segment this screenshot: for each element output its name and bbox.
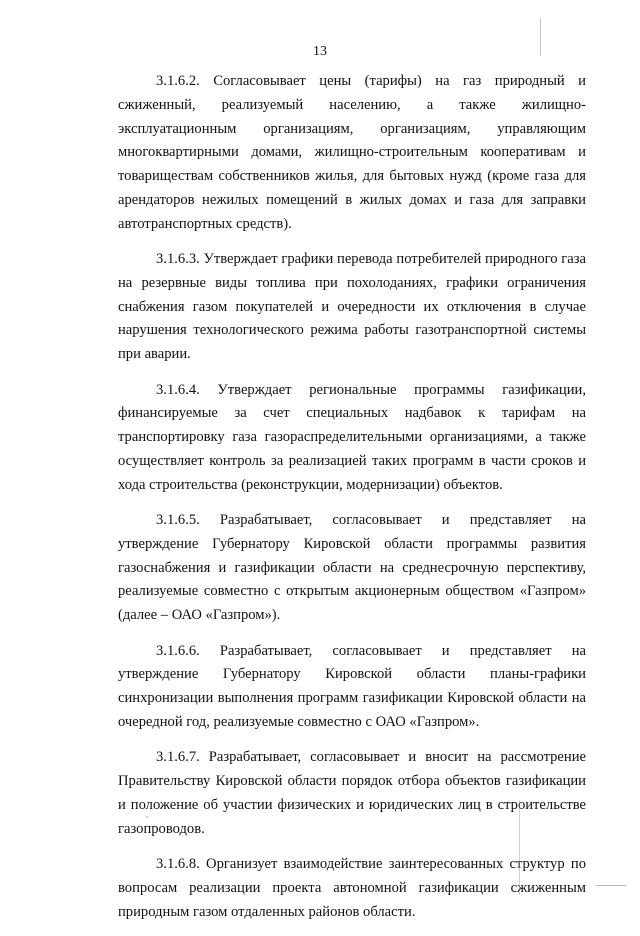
paragraph-3-1-6-5: 3.1.6.5. Разрабатывает, согласовывает и представляет на утверждение Губернатору Кировской области программы развития газоснабжения и газификации области на среднесрочную перспективу, реализуемые совместно с открытым акционерным обществом «Газпром» (далее – ОАО «Газпром»). — [118, 512, 586, 624]
paragraph-3-1-6-6: 3.1.6.6. Разрабатывает, согласовывает и представляет на утверждение Губернатору Кировской области планы-графики синхронизации выполнения программ газификации Кировской области на очередной год, реализуемые совместно с ОАО «Газпром». — [118, 642, 586, 730]
paragraph-3-1-6-2: 3.1.6.2. Согласовывает цены (тарифы) на газ природный и сжиженный, реализуемый населению, а также жилищно-эксплуатационным организациям, организациям, управляющим многоквартирными домами, жилищно-строительным кооперативам и товариществам собственников жилья, для бытовых нужд (кроме газа для арендаторов нежилых помещений в жилых домах и газа для заправки автотранспортных средств). — [118, 73, 586, 232]
scan-artifact-right — [519, 800, 520, 895]
paragraph-3-1-6-8: 3.1.6.8. Организует взаимодействие заинтересованных структур по вопросам реализации проекта автономной газификации сжиженным природным газом отдаленных районов области. — [118, 855, 586, 920]
scan-artifact-top — [540, 18, 541, 56]
paragraph-3-1-6-3: 3.1.6.3. Утверждает графики перевода потребителей природного газа на резервные виды топлива при похолоданиях, графики ограничения снабжения газом покупателей и очередности их отключения в случае нарушения технологического режима работы газотранспортной системы при аварии. — [118, 251, 586, 363]
page-number: 13 — [313, 44, 327, 59]
scan-artifact-bottom — [596, 885, 626, 886]
scan-artifact-dot — [146, 816, 148, 818]
paragraph-3-1-6-4: 3.1.6.4. Утверждает региональные программы газификации, финансируемые за счет специальных надбавок к тарифам на транспортировку газа газораспределительными организациями, а также осуществляет контроль за реализацией таких программ в части сроков и хода строительства (реконструкции, модернизации) объектов. — [118, 381, 586, 493]
paragraph-3-1-6-7: 3.1.6.7. Разрабатывает, согласовывает и вносит на рассмотрение Правительству Кировской области порядок отбора объектов газификации и положение об участии физических и юридических лиц в строительстве газопроводов. — [118, 749, 586, 837]
document-body — [118, 70, 586, 936]
